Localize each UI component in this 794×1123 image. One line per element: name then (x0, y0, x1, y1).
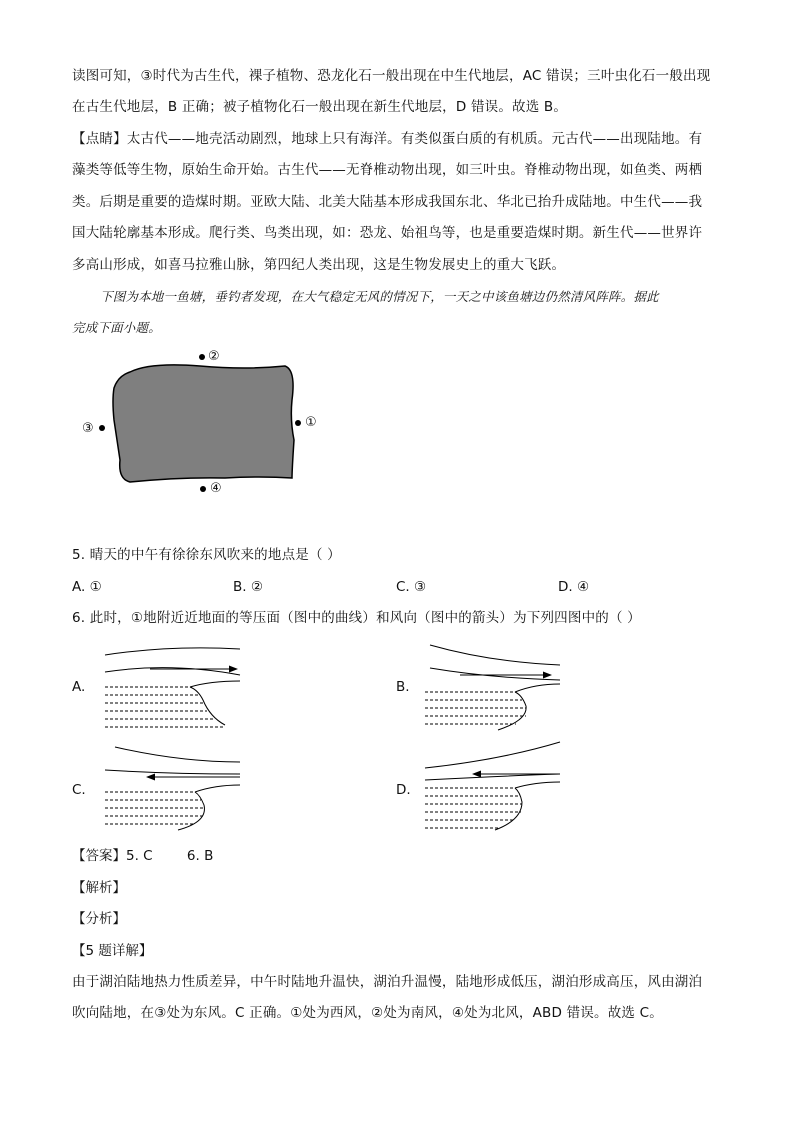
marker-4-dot (200, 486, 206, 492)
tip-label: 【点睛】 (72, 131, 127, 147)
explanation-line-2: 在古生代地层，B 正确；被子植物化石一般出现在新生代地层，D 错误。故选 B。 (72, 99, 568, 115)
marker-4-label: ④ (210, 481, 222, 496)
wind-arrowhead (229, 666, 238, 673)
marker-3-label: ③ (82, 421, 94, 436)
isobar-upper (105, 648, 240, 655)
q5-option-c: C. ③ (396, 579, 427, 595)
q6-option-a-label: A. (72, 679, 86, 695)
water-lines (425, 788, 522, 828)
isobar-upper (425, 742, 560, 768)
intro-line-2: 完成下面小题。 (72, 320, 161, 335)
marker-1-dot (295, 420, 301, 426)
isobar-lower (430, 668, 560, 680)
pond-shape (113, 365, 294, 482)
isobar-upper (115, 747, 240, 762)
q5-stem: 5. 晴天的中午有徐徐东风吹来的地点是（ ） (72, 547, 341, 563)
explanation-line-1: 读图可知，③时代为古生代，裸子植物、恐龙化石一般出现在中生代地层，AC 错误；三叶虫化石一般出现 (72, 68, 711, 84)
answer-text: 5. C 6. B (126, 848, 214, 864)
wind-arrowhead (543, 672, 552, 679)
diagram-a (100, 645, 250, 730)
marker-2-label: ② (208, 349, 220, 364)
marker-2-dot (199, 354, 205, 360)
answer-line (72, 846, 213, 866)
tip-line-3: 类。后期是重要的造煤时期。亚欧大陆、北美大陆基本形成我国东北、华北已抬升成陆地。中生代——我 (72, 194, 703, 210)
land-surface (515, 782, 560, 788)
diagram-b (420, 640, 570, 735)
q5-option-a: A. ① (72, 579, 102, 595)
tip-line-2: 藻类等低等生物，原始生命开始。古生代——无脊椎动物出现，如三叶虫。脊椎动物出现，如鱼类、两栖 (72, 162, 703, 178)
water-lines (425, 692, 526, 724)
tip-text-1: 太古代——地壳活动剧烈，地球上只有海洋。有类似蛋白质的有机质。元古代——出现陆地。有 (126, 131, 703, 147)
wind-arrowhead (146, 774, 155, 781)
isobar-lower (425, 774, 560, 780)
q6-option-b-label: B. (396, 679, 410, 695)
analysis-heading: 【解析】 (72, 880, 126, 896)
q5-option-b: B. ② (233, 579, 263, 595)
q5-detail-heading: 【5 题详解】 (72, 943, 153, 959)
tip-line-4: 国大陆轮廓基本形成。爬行类、鸟类出现，如：恐龙、始祖鸟等，也是重要造煤时期。新生代——世界许 (72, 225, 703, 241)
isobar-upper (430, 645, 560, 665)
q6-stem: 6. 此时，①地附近近地面的等压面（图中的曲线）和风向（图中的箭头）为下列四图中的（ ） (72, 610, 641, 626)
land-surface (190, 681, 240, 687)
water-lines (105, 792, 205, 824)
isobar-lower (105, 770, 240, 774)
wind-arrowhead (472, 771, 481, 778)
marker-3-dot (99, 425, 105, 431)
marker-1-label: ① (305, 415, 317, 430)
q6-option-c-label: C. (72, 782, 86, 798)
diagram-c (100, 742, 250, 832)
diagram-d (420, 740, 570, 835)
analysis-subheading: 【分析】 (72, 911, 126, 927)
answer-label: 【答案】 (72, 848, 126, 864)
q5-detail-line-2: 吹向陆地，在③处为东风。C 正确。①处为西风，②处为南风，④处为北风，ABD 错误。故选 C。 (72, 1005, 663, 1021)
q5-detail-line-1: 由于湖泊陆地热力性质差异，中午时陆地升温快，湖泊升温慢，陆地形成低压，湖泊形成高压，风由湖泊 (72, 974, 703, 990)
land-surface (195, 785, 240, 792)
intro-line-1: 下图为本地一鱼塘，垂钓者发现，在大气稳定无风的情况下，一天之中该鱼塘边仍然清风阵阵。据此 (100, 289, 659, 304)
q6-option-d-label: D. (396, 782, 411, 798)
tip-line-5: 多高山形成，如喜马拉雅山脉，第四纪人类出现，这是生物发展史上的重大飞跃。 (72, 257, 566, 273)
q5-option-d: D. ④ (558, 579, 590, 595)
shoreline (495, 788, 522, 830)
land-surface (515, 684, 560, 692)
